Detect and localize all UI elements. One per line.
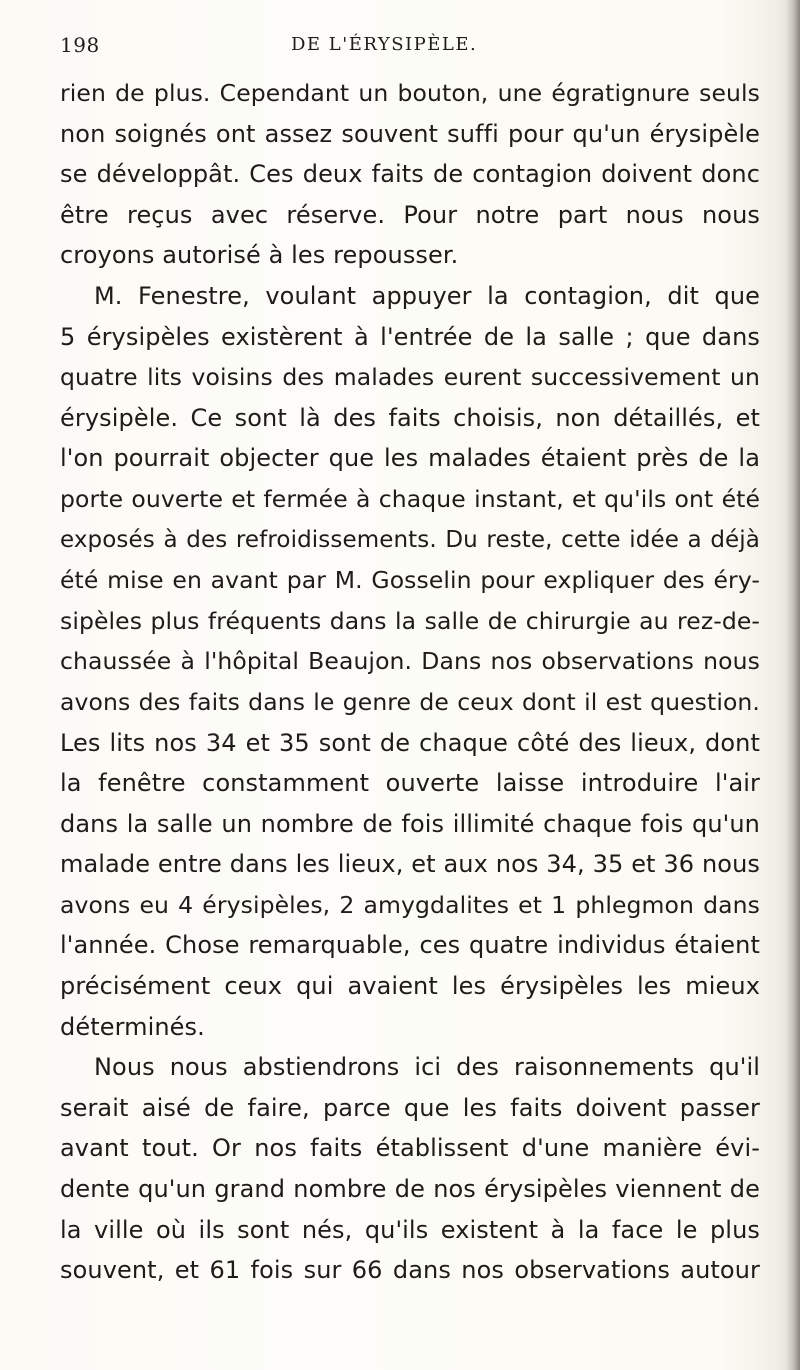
text-line: avons eu 4 érysipèles, 2 amygdalites et 1 phlegmon dans xyxy=(60,890,760,919)
text-line: non soignés ont assez souvent suffi pour qu'un érysipèle xyxy=(60,119,760,148)
text-line: souvent, et 61 fois sur 66 dans nos observations autour xyxy=(60,1256,760,1285)
page-edge-shadow xyxy=(786,0,800,1370)
text-line: sipèles plus fréquents dans la salle de chirurgie au rez-de- xyxy=(60,606,760,635)
text-line: été mise en avant par M. Gosselin pour expliquer des éry- xyxy=(60,566,760,595)
text-line: précisément ceux qui avaient les érysipèles les mieux xyxy=(60,972,760,1001)
text-line: Nous nous abstiendrons ici des raisonnements qu'il xyxy=(94,1053,760,1082)
text-line: 5 érysipèles existèrent à l'entrée de la salle ; que dans xyxy=(60,322,760,351)
page-number: 198 xyxy=(60,33,100,57)
text-line: l'année. Chose remarquable, ces quatre individus étaient xyxy=(60,931,760,960)
text-line: rien de plus. Cependant un bouton, une égratignure seuls xyxy=(60,79,760,107)
text-line: serait aisé de faire, parce que les faits doivent passer xyxy=(60,1093,760,1122)
text-line: se développât. Ces deux faits de contagion doivent donc xyxy=(60,160,760,189)
text-line: M. Fenestre, voulant appuyer la contagion, dit que xyxy=(94,281,760,310)
text-line: l'on pourrait objecter que les malades étaient près de la xyxy=(60,444,760,473)
text-line: érysipèle. Ce sont là des faits choisis, non détaillés, et xyxy=(60,403,760,432)
text-line: avons des faits dans le genre de ceux dont il est question. xyxy=(60,687,760,716)
text-line: porte ouverte et fermée à chaque instant, et qu'ils ont été xyxy=(60,484,760,513)
text-line: Les lits nos 34 et 35 sont de chaque côté des lieux, dont xyxy=(60,728,760,757)
text-line: croyons autorisé à les repousser. xyxy=(60,241,459,270)
text-line: avant tout. Or nos faits établissent d'une manière évi- xyxy=(60,1134,760,1163)
running-title: DE L'ÉRYSIPÈLE. xyxy=(291,34,478,55)
text-line: quatre lits voisins des malades eurent successivement un xyxy=(60,363,760,392)
text-line: chaussée à l'hôpital Beaujon. Dans nos observations nous xyxy=(60,647,760,676)
text-line: malade entre dans les lieux, et aux nos 34, 35 et 36 nous xyxy=(60,850,760,879)
text-line: dente qu'un grand nombre de nos érysipèles viennent de xyxy=(60,1175,760,1204)
running-head xyxy=(60,33,760,63)
text-line: être reçus avec réserve. Pour notre part nous nous xyxy=(60,200,760,229)
text-line: la ville où ils sont nés, qu'ils existent à la face le plus xyxy=(60,1215,760,1244)
text-line: dans la salle un nombre de fois illimité chaque fois qu'un xyxy=(60,809,760,838)
body-text xyxy=(60,73,760,1291)
text-line: la fenêtre constamment ouverte laisse introduire l'air xyxy=(60,769,760,798)
text-line: exposés à des refroidissements. Du reste, cette idée a déjà xyxy=(60,526,760,553)
text-line: déterminés. xyxy=(60,1012,205,1041)
